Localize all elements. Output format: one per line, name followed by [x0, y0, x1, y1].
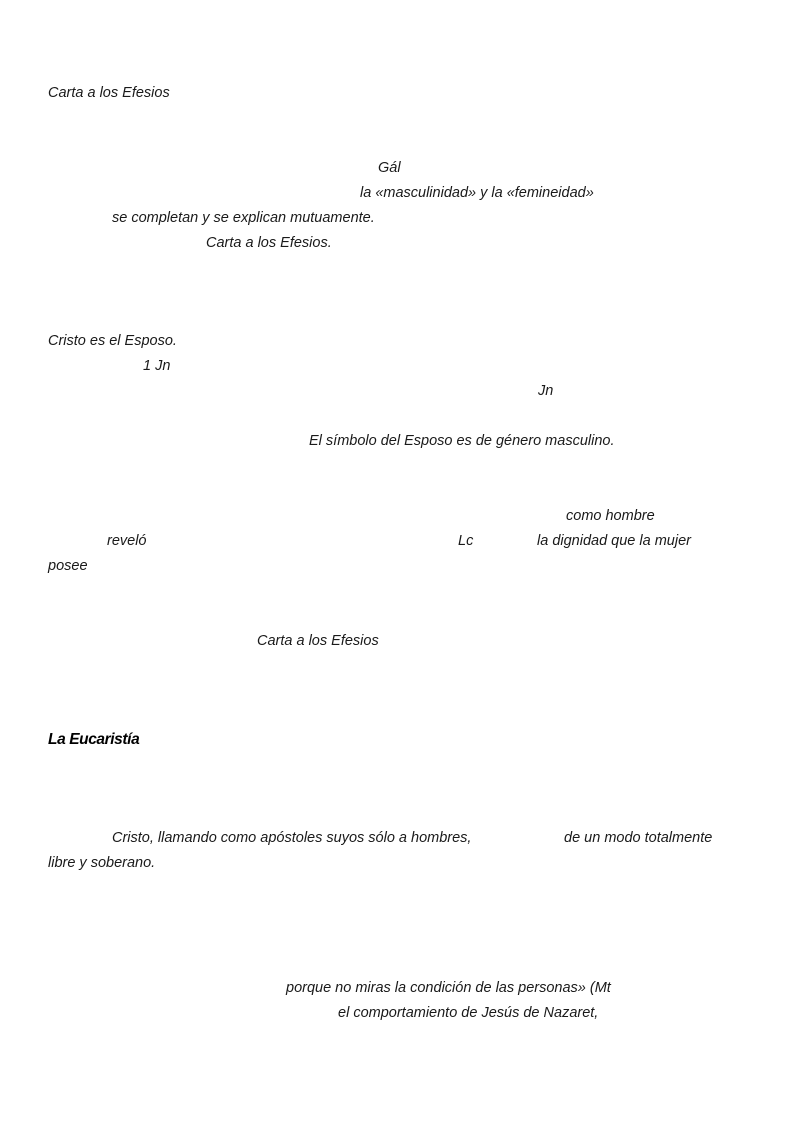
text-fragment: Gál: [378, 160, 401, 176]
section-heading: La Eucaristía: [48, 731, 140, 748]
text-fragment: reveló: [107, 533, 147, 549]
text-fragment: Cristo es el Esposo.: [48, 333, 177, 349]
text-fragment: 1 Jn: [143, 358, 171, 374]
text-fragment: Carta a los Efesios: [257, 633, 379, 649]
text-fragment: de un modo totalmente: [564, 830, 713, 846]
text-fragment: Jn: [538, 383, 554, 399]
text-fragment: Carta a los Efesios: [48, 85, 170, 101]
text-fragment: Lc: [458, 533, 474, 549]
text-fragment: la dignidad que la mujer: [537, 533, 691, 549]
text-fragment: la «masculinidad» y la «femineidad»: [360, 185, 594, 201]
text-fragment: el comportamiento de Jesús de Nazaret,: [338, 1005, 599, 1021]
text-fragment: posee: [48, 558, 88, 574]
text-fragment: libre y soberano.: [48, 855, 156, 871]
text-fragment: porque no miras la condición de las personas» (Mt: [286, 980, 611, 996]
text-fragment: Carta a los Efesios.: [206, 235, 332, 251]
text-fragment: como hombre: [566, 508, 655, 524]
text-fragment: se completan y se explican mutuamente.: [112, 210, 375, 226]
text-fragment: El símbolo del Esposo es de género masculino.: [309, 433, 615, 449]
text-fragment: Cristo, llamando como apóstoles suyos sólo a hombres,: [112, 830, 472, 846]
